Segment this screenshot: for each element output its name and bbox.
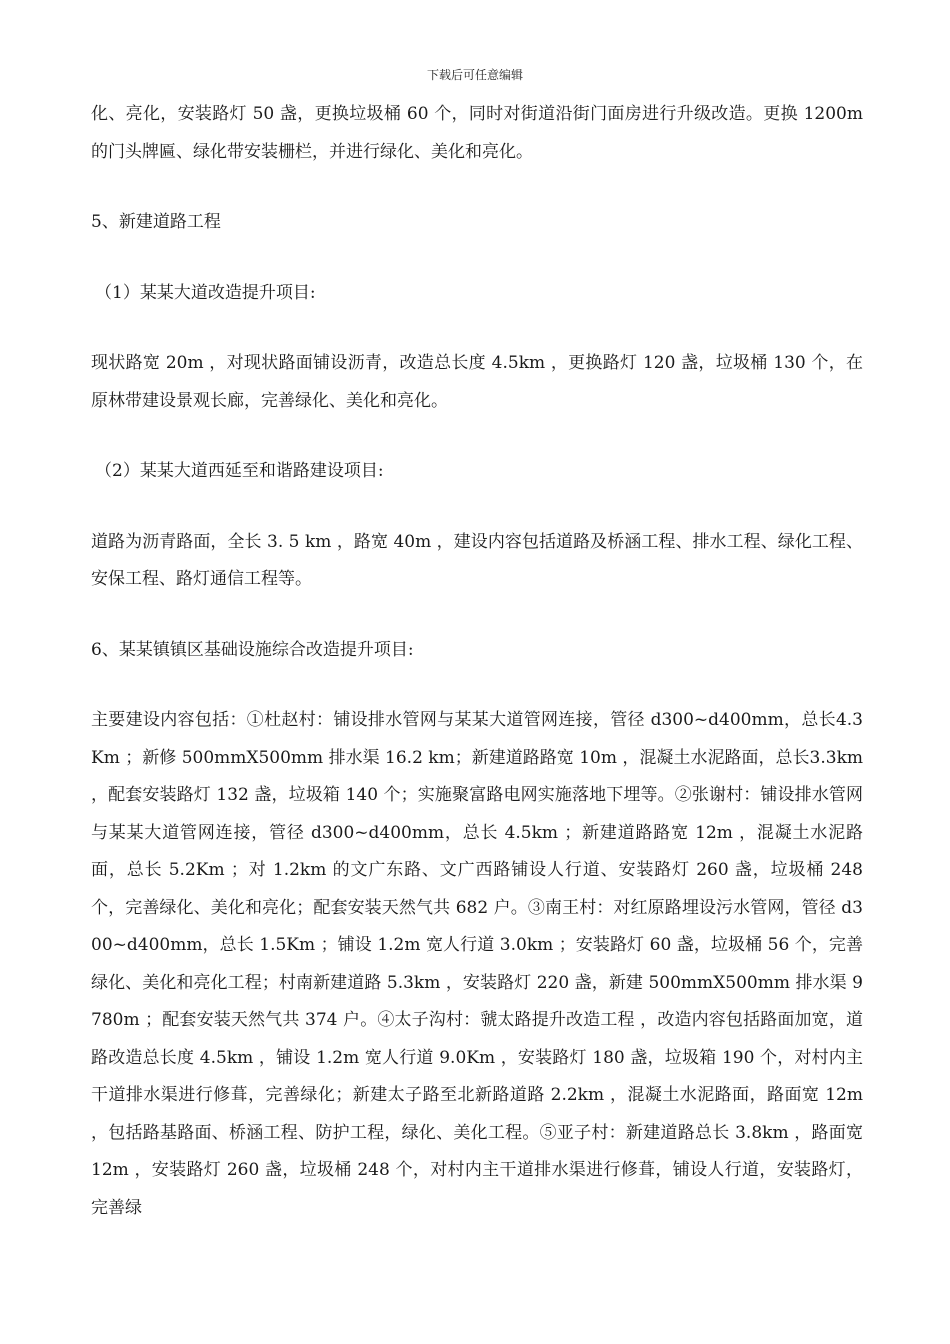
paragraph-gap [91, 669, 863, 702]
paragraph-gap [91, 420, 863, 453]
paragraph-street-renovation: 化、亮化，安装路灯 50 盏，更换垃圾桶 60 个，同时对街道沿街门面房进行升级改造。更换 1200m 的门头牌匾、绿化带安装栅栏，并进行绿化、美化和亮化。 [91, 104, 863, 162]
paragraph-avenue-upgrade: 现状路宽 20m ，对现状路面铺设沥青，改造总长度 4.5km ，更换路灯 120 盏，垃圾桶 130 个，在原林带建设景观长廊，完善绿化、美化和亮化。 [91, 353, 863, 411]
subsection-heading-5-1: （1）某某大道改造提升项目: [95, 282, 316, 303]
paragraph-avenue-extension: 道路为沥青路面，全长 3. 5 km ，路宽 40m ，建设内容包括道路及桥涵工程、排水工程、绿化工程、安保工程、路灯通信工程等。 [91, 531, 863, 589]
document-body [91, 96, 863, 1227]
paragraph-gap [91, 242, 863, 275]
section-heading-6: 6、某某镇镇区基础设施综合改造提升项目: [91, 639, 414, 660]
paragraph-gap [91, 171, 863, 204]
paragraph-gap [91, 312, 863, 345]
paragraph-gap [91, 599, 863, 632]
paragraph-gap [91, 491, 863, 524]
subsection-heading-5-2: （2）某某大道西延至和谐路建设项目: [95, 461, 384, 481]
paragraph-town-infrastructure: 主要建设内容包括：①杜赵村：铺设排水管网与某某大道管网连接，管径 d300~d400mm，总长4.3Km ；新修 500mmX500mm 排水渠 16.2 km；新建道路路宽 10m ，混凝土水泥路面，总长3.3km ，配套安装路灯 132 盏，垃圾箱 140 个；实施聚富路电网实施落地下埋等。②张谢村：铺设排水管网与某某大道管网连接，管径 d300~d400mm，总长 4.5km ；新建道路路宽 12m ，混凝土水泥路面，总长 5.2Km ；对 1.2km 的文广东路、文广西路铺设人行道、安装路灯 260 盏，垃圾桶 248 个，完善绿化、美化和亮化；配套安装天然气共 682 户。③南王村：对红原路埋设污水管网，管径 d300~d400mm，总长 1.5Km ；铺设 1.2m 宽人行道 3.0km ；安装路灯 60 盏，垃圾桶 56 个，完善绿化、美化和亮化工程；村南新建道路 5.3km ，安装路灯 220 盏，新建 500mmX500mm 排水渠 9780m ；配套安装天然气共 374 户。④太子沟村：虢太路提升改造工程 ，改造内容包括路面加宽，道路改造总长度 4.5km ，铺设 1.2m 宽人行道 9.0Km ，安装路灯 180 盏，垃圾箱 190 个，对村内主干道排水渠进行修葺，完善绿化；新建太子路至北新路道路 2.2km ，混凝土水泥路面，路面宽 12m ，包括路基路面、桥涵工程、防护工程，绿化、美化工程。⑤亚子村：新建道路总长 3.8km ，路面宽 12m ，安装路灯 260 盏，垃圾桶 248 个，对村内主干道排水渠进行修葺，铺设人行道，安装路灯，完善绿 [91, 710, 863, 1218]
header-note: 下载后可任意编辑 [426, 68, 523, 82]
section-heading-5: 5、新建道路工程 [91, 212, 221, 232]
